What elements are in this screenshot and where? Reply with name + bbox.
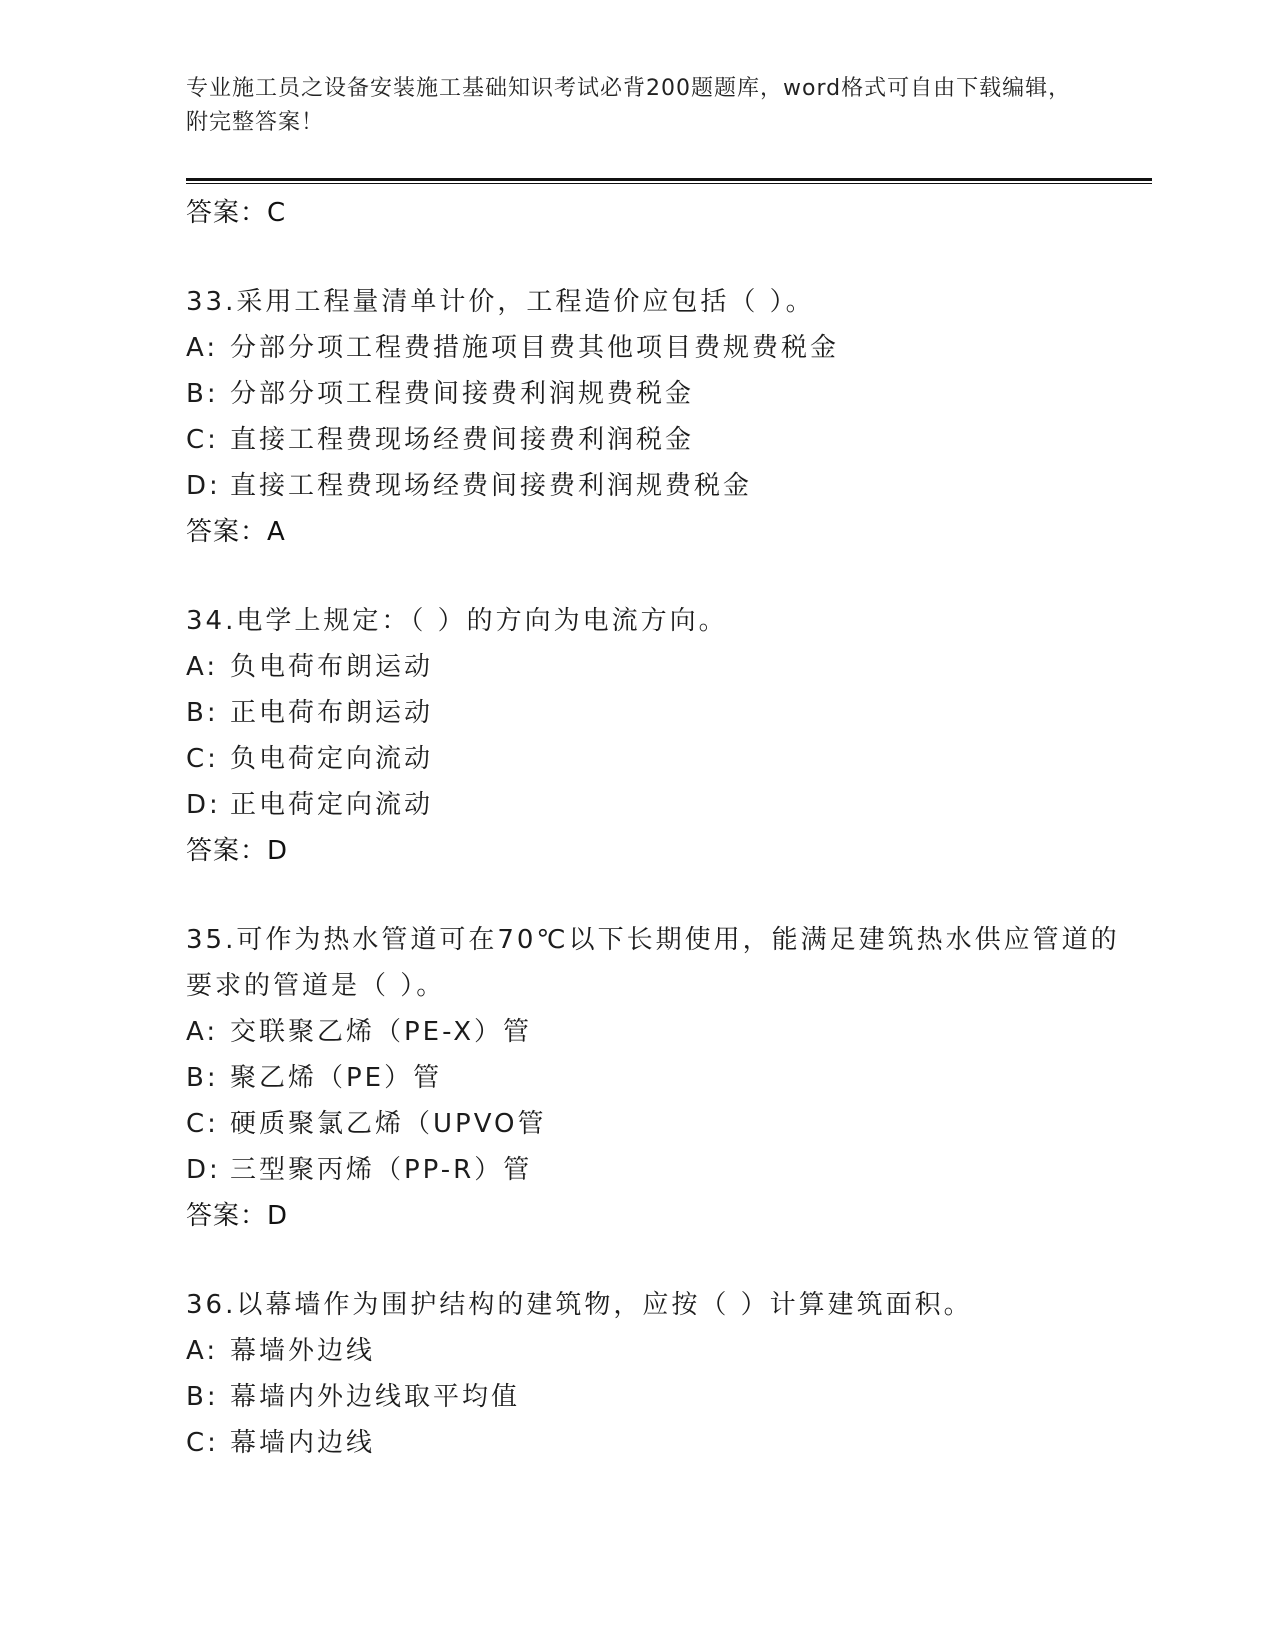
option-letter: A:: [186, 1336, 219, 1366]
option-c: [186, 417, 1146, 463]
option-a: [186, 325, 1146, 371]
answer-label: 答案：: [186, 836, 268, 866]
question-text: 34.电学上规定：（ ）的方向为电流方向。: [186, 606, 728, 636]
option-letter: A:: [186, 333, 219, 363]
option-text: 交联聚乙烯（PE-X）管: [230, 1017, 533, 1047]
option-text: 正电荷定向流动: [230, 790, 434, 820]
answer-label: 答案：: [186, 517, 268, 547]
answer-line: [186, 509, 1146, 555]
answer-value: D: [267, 836, 289, 866]
option-text: 幕墙内外边线取平均值: [230, 1382, 521, 1412]
question-block: [186, 1282, 1146, 1466]
option-letter: B:: [186, 1063, 219, 1093]
question-text: 33.采用工程量清单计价，工程造价应包括（ ）。: [186, 287, 815, 317]
option-text: 幕墙外边线: [230, 1336, 376, 1366]
option-d: [186, 782, 1146, 828]
option-a: [186, 1328, 1146, 1374]
option-text: 负电荷定向流动: [230, 744, 434, 774]
option-text: 直接工程费现场经费间接费利润税金: [230, 425, 695, 455]
option-c: [186, 1101, 1146, 1147]
question-block: [186, 598, 1146, 874]
option-b: [186, 690, 1146, 736]
option-b: [186, 1055, 1146, 1101]
header-rule-thick: [186, 178, 1152, 181]
option-text: 负电荷布朗运动: [230, 652, 434, 682]
option-d: [186, 1147, 1146, 1193]
answer-value: C: [267, 198, 287, 228]
question-block: [186, 917, 1146, 1239]
option-text: 聚乙烯（PE）管: [230, 1063, 443, 1093]
option-text: 分部分项工程费间接费利润规费税金: [230, 379, 695, 409]
option-letter: A:: [186, 1017, 219, 1047]
option-text: 正电荷布朗运动: [230, 698, 434, 728]
question-text: 35.可作为热水管道可在70℃以下长期使用，能满足建筑热水供应管道的要求的管道是（ ）。: [186, 925, 1120, 1001]
option-letter: B:: [186, 1382, 219, 1412]
option-c: [186, 1420, 1146, 1466]
option-letter: C:: [186, 1109, 219, 1139]
option-letter: C:: [186, 744, 219, 774]
option-text: 硬质聚氯乙烯（UPVO管: [230, 1109, 547, 1139]
answer-label: 答案：: [186, 1201, 268, 1231]
answer-value: A: [267, 517, 286, 547]
header-title: 专业施工员之设备安装施工基础知识考试必背200题题库，word格式可自由下载编辑，附完整答案！: [186, 76, 1072, 135]
option-b: [186, 1374, 1146, 1420]
option-c: [186, 736, 1146, 782]
option-a: [186, 644, 1146, 690]
option-b: [186, 371, 1146, 417]
option-text: 三型聚丙烯（PP-R）管: [230, 1155, 533, 1185]
document-header: [186, 72, 1086, 140]
option-letter: C:: [186, 425, 219, 455]
option-letter: B:: [186, 698, 219, 728]
option-text: 幕墙内边线: [230, 1428, 376, 1458]
option-a: [186, 1009, 1146, 1055]
question-block: [186, 279, 1146, 555]
option-letter: D:: [186, 790, 221, 820]
option-text: 直接工程费现场经费间接费利润规费税金: [230, 471, 753, 501]
option-letter: D:: [186, 471, 221, 501]
answer-value: D: [267, 1201, 289, 1231]
question-list: [186, 190, 1146, 1466]
option-text: 分部分项工程费措施项目费其他项目费规费税金: [230, 333, 840, 363]
option-d: [186, 463, 1146, 509]
answer-line: [186, 1193, 1146, 1239]
option-letter: D:: [186, 1155, 221, 1185]
option-letter: B:: [186, 379, 219, 409]
option-letter: C:: [186, 1428, 219, 1458]
answer-label: 答案：: [186, 198, 268, 228]
answer-line: [186, 190, 1146, 236]
option-letter: A:: [186, 652, 219, 682]
header-rule-thin: [186, 183, 1152, 184]
answer-line: [186, 828, 1146, 874]
question-text: 36.以幕墙作为围护结构的建筑物，应按（ ）计算建筑面积。: [186, 1290, 973, 1320]
